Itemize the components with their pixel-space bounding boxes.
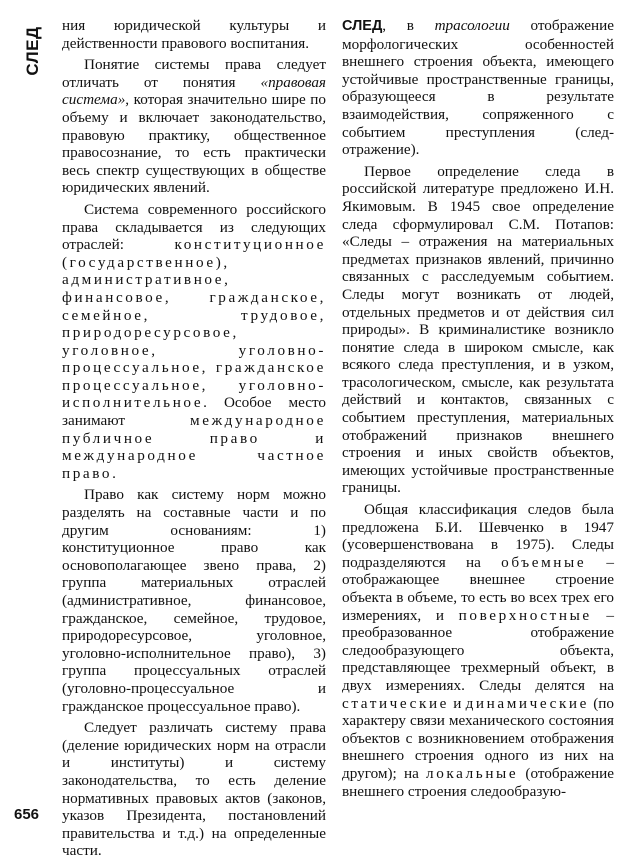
text-run: – отображающее внешнее строение объекта в объеме, то есть во всех трех его измерениях, и (342, 553, 614, 624)
text-run: , в (382, 17, 435, 34)
spaced-term: конституционное (государственное), административное, финансовое, гражданское, семейное, трудовое, природоресурсовое, уголовное, уголовно-процессуальное, гражданское процессуальное, уголовно-исполнительное (62, 236, 326, 412)
running-head (20, 24, 46, 78)
paragraph (62, 56, 326, 197)
paragraph: Право как систему норм можно разделять на составные части и по другим основаниям: 1) конституционное право как основополагающее звено права, 2) группа материальных отраслей (административное, финансовое, гражданское, семейное, трудовое, природоресурсовое, уголовное, уголовно-исполнительное право), 3) группа процессуальных отраслей (уголовно-процессуальное и гражданское процессуальное право). (62, 486, 326, 715)
text-run: Понятие системы права следует отличать от понятия (62, 56, 326, 91)
text-run: . (112, 464, 116, 482)
text-run: (отображение внешнего строения следообразую- (342, 764, 614, 800)
text-run: отображение морфологических особенностей внешнего строения объекта, имеющего устойчивые пространственные границы, образующееся в результате взаимодействия, сопряженного с событием преступления (след-отражение). (342, 17, 614, 159)
spaced-term: динамические (465, 694, 589, 712)
running-head-text: СЛЕД (23, 26, 42, 76)
spaced-term: поверхностные (458, 606, 592, 624)
entry-paragraph (342, 17, 614, 159)
left-column (62, 17, 326, 864)
paragraph (62, 201, 326, 483)
paragraph (342, 501, 614, 800)
text-run: и (449, 694, 466, 712)
entry-term: СЛЕД (342, 18, 383, 34)
spaced-term: международное публичное право и международное частное право (62, 412, 326, 482)
paragraph: ния юридической культуры и действенности правового воспитания. (62, 17, 326, 52)
text-run: Система современного российского права складывается из следующих отраслей: (62, 200, 326, 254)
text-run: (по характеру связи механического состояния объектов с возникновением отображения внешнего строения одного из них на другом); на (342, 694, 614, 782)
text-run: , которая значительно шире по объему и включает законодательство, правовую практику, общественное правосознание, то есть практически весь спектр существующих в обществе юридических явлений. (62, 91, 326, 197)
spaced-term: объемные (501, 553, 587, 571)
italic-term: трасологии (434, 17, 510, 34)
text-run: Общая классификация следов была предложена Б.И. Шевченко в 1947 (усовершенствована в 1975). Следы подразделяются на (342, 501, 614, 571)
text-run: . Особое место занимают (62, 394, 326, 430)
italic-term: «правовая система» (62, 73, 326, 109)
page-number: 656 (14, 806, 40, 823)
text-run: – преобразованное отображение следообразующего объекта, представляющее трехмерный объект, в двух измерениях. Следы делятся на (342, 606, 615, 694)
paragraph: Первое определение следа в российской литературе предложено И.Н. Якимовым. В 1945 свое определение следа сформулировал С.М. Потапов: «Следы – отражения на материальных предметах признаков явлений, причинно связанных с расследуемым событием. Следы могут возникать от людей, отдельных предметов и от действия сил природы». В криминалистике возникло понятие следа в широком смысле, как всякого следа преступления, и в узком, трасологическом, смысле, как результата действий и контактов, связанных с событием преступления, материальных отображений признаков внешнего строения и иных свойств объектов, имеющих устойчивые пространственные границы. (342, 162, 614, 497)
spaced-term: статические (342, 694, 450, 712)
paragraph: Следует различать систему права (деление юридических норм на отрасли и институты) и систему законодательства, то есть деление нормативных правовых актов (законов, указов Президента, постановлений правительства и т.д.) на определенные части. (62, 719, 326, 860)
right-column (342, 17, 614, 804)
spaced-term: локальные (426, 764, 519, 782)
